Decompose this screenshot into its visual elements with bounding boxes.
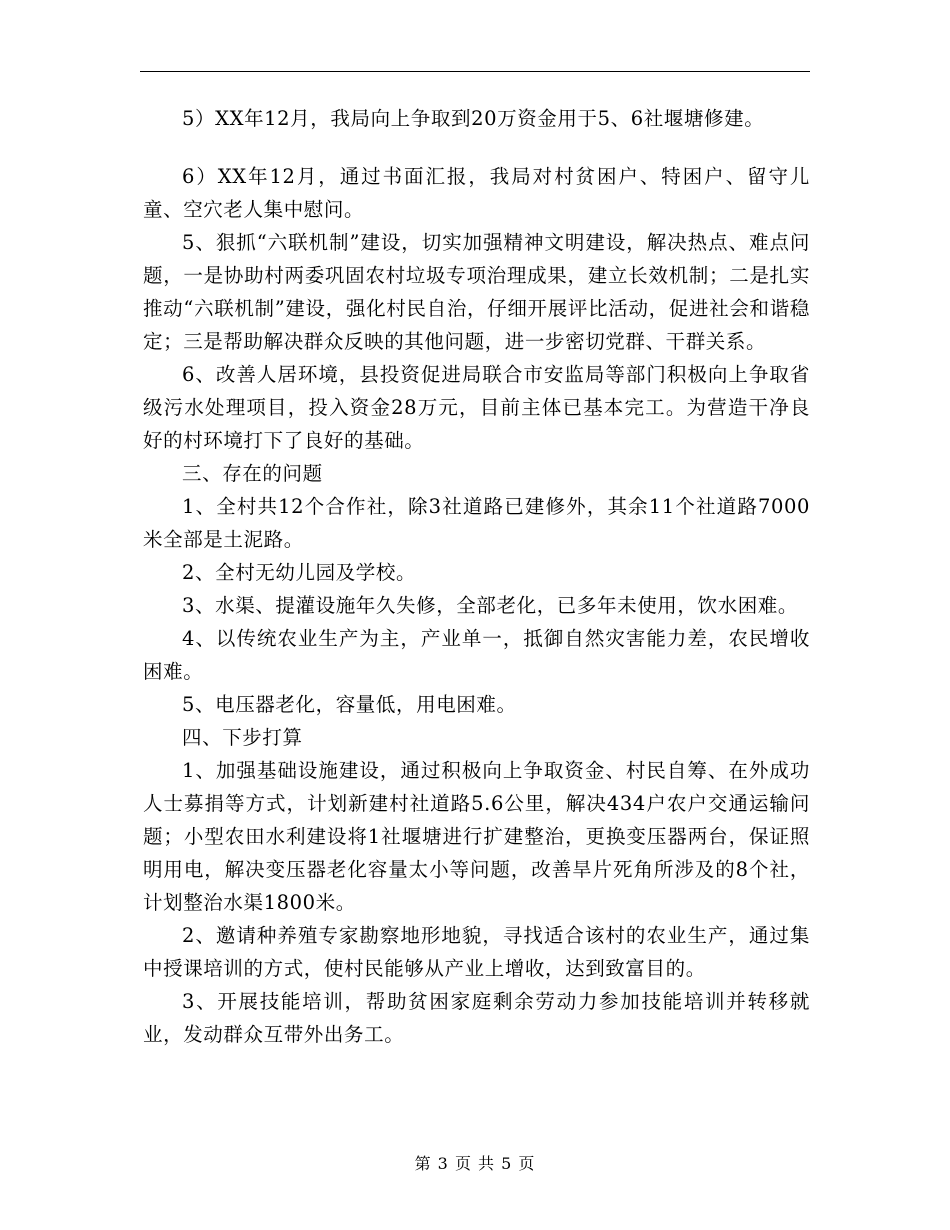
header-divider xyxy=(140,71,810,72)
problem-item-schools: 2、全村无幼儿园及学校。 xyxy=(182,561,417,584)
plan-item-infrastructure: 1、加强基础设施建设，通过积极向上争取资金、村民自筹、在外成功人士募捐等方式，计划新建村社道路5.6公里，解决434户农户交通运输问题；小型农田水利建设将1社堰塘进行扩建整治，更换变压器两台，保证照明用电，解决变压器老化容量太小等问题，改善旱片死角所涉及的8个社，计划整治水渠1800米。 xyxy=(143,759,810,914)
page-number-footer: 第 3 页 共 5 页 xyxy=(414,1154,536,1173)
document-body xyxy=(143,102,810,1051)
paragraph-six-linkage: 5、狠抓“六联机制”建设，切实加强精神文明建设，解决热点、难点问题，一是协助村两委巩固农村垃圾专项治理成果，建立长效机制；二是扎实推动“六联机制”建设，强化村民自治，仔细开展评比活动，促进社会和谐稳定；三是帮助解决群众反映的其他问题，进一步密切党群、干群关系。 xyxy=(143,231,810,353)
problem-item-agriculture: 4、以传统农业生产为主，产业单一，抵御自然灾害能力差，农民增收困难。 xyxy=(143,627,810,683)
paragraph-item-5-funding: 5）XX年12月，我局向上争取到20万资金用于5、6社堰塘修建。 xyxy=(182,107,765,130)
plan-item-training: 3、开展技能培训，帮助贫困家庭剩余劳动力参加技能培训并转移就业，发动群众互带外出务工。 xyxy=(143,990,810,1046)
paragraph-item-6-visit: 6）XX年12月，通过书面汇报，我局对村贫困户、特困户、留守儿童、空穴老人集中慰问。 xyxy=(143,165,810,221)
problem-item-roads: 1、全村共12个合作社，除3社道路已建修外，其余11个社道路7000米全部是土泥路。 xyxy=(143,495,810,551)
plan-item-experts: 2、邀请种养殖专家勘察地形地貌，寻找适合该村的农业生产，通过集中授课培训的方式，使村民能够从产业上增收，达到致富目的。 xyxy=(143,924,810,980)
paragraph-living-environment: 6、改善人居环境，县投资促进局联合市安监局等部门积极向上争取省级污水处理项目，投入资金28万元，目前主体已基本完工。为营造干净良好的村环境打下了良好的基础。 xyxy=(143,363,810,452)
problem-item-electricity: 5、电压器老化，容量低，用电困难。 xyxy=(182,693,517,716)
problem-item-water: 3、水渠、提灌设施年久失修，全部老化，已多年未使用，饮水困难。 xyxy=(182,594,799,617)
section-heading-next-steps: 四、下步打算 xyxy=(182,726,303,749)
section-heading-problems: 三、存在的问题 xyxy=(182,462,323,485)
